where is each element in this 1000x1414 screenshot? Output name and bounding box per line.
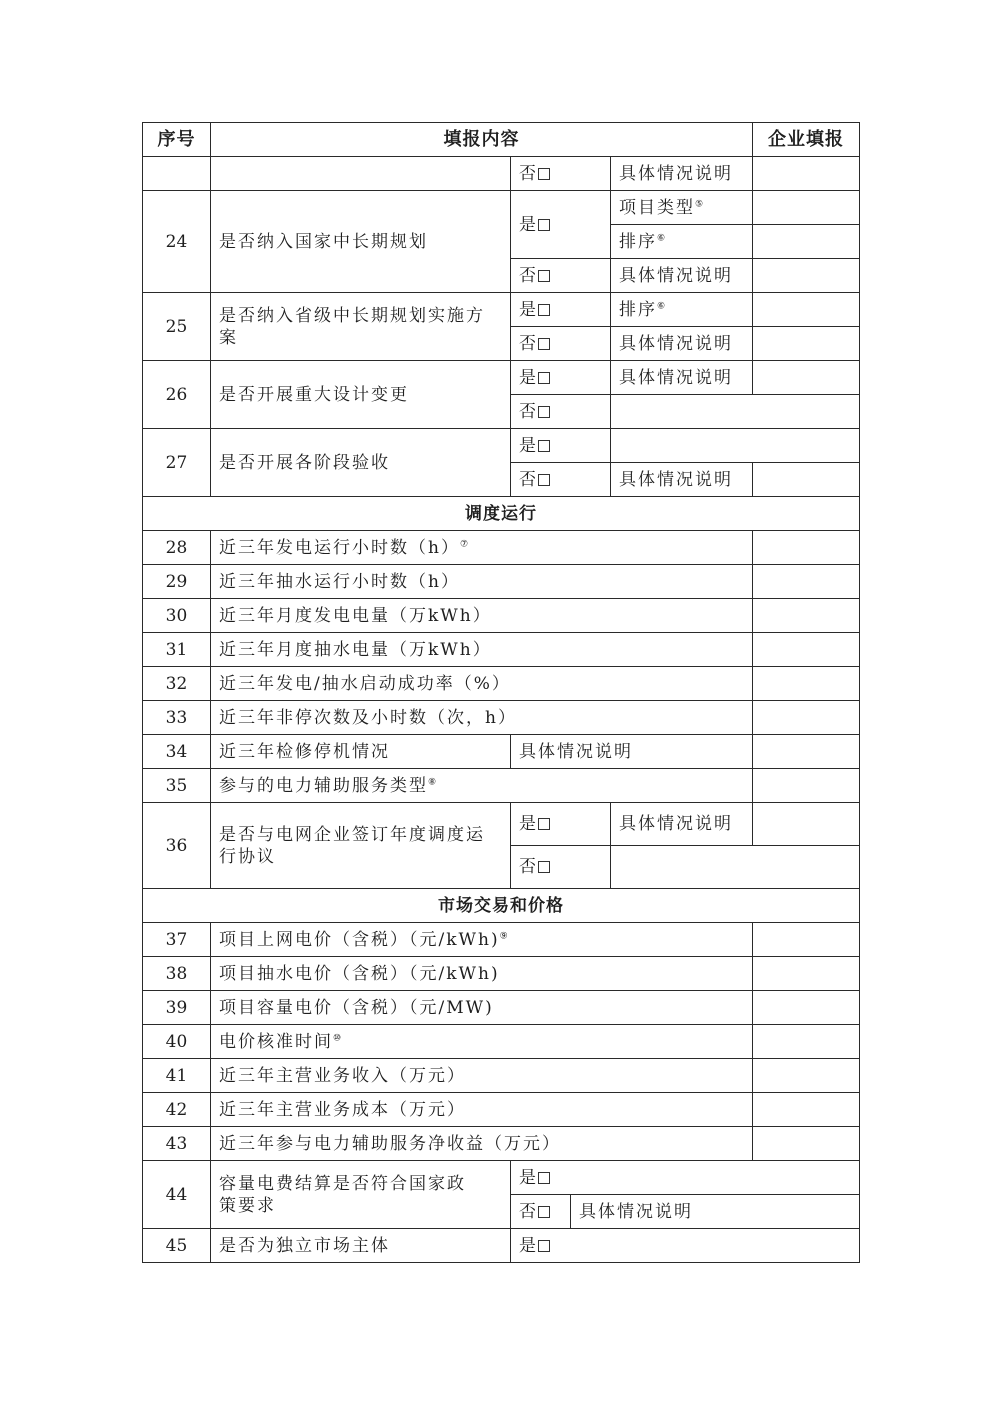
row-text: 是否开展重大设计变更 — [211, 361, 511, 429]
row-num: 38 — [143, 957, 211, 991]
fill-cell[interactable] — [753, 327, 860, 361]
checkbox-icon[interactable] — [538, 270, 550, 282]
detail-label: 具体情况说明 — [611, 803, 753, 846]
row-num: 42 — [143, 1093, 211, 1127]
row-text: 近三年主营业务收入（万元） — [211, 1059, 753, 1093]
table-row — [143, 667, 860, 701]
row-num: 45 — [143, 1229, 211, 1263]
checkbox-icon[interactable] — [538, 861, 550, 873]
no-option[interactable]: 否 — [511, 327, 611, 361]
row-num: 39 — [143, 991, 211, 1025]
table-row — [143, 191, 860, 225]
table-row — [143, 565, 860, 599]
row-num: 34 — [143, 735, 211, 769]
row-num: 44 — [143, 1161, 211, 1229]
fill-cell[interactable] — [753, 157, 860, 191]
checkbox-icon[interactable] — [538, 474, 550, 486]
table-row — [143, 1127, 860, 1161]
row-text: 容量电费结算是否符合国家政策要求 — [211, 1161, 511, 1229]
rank-label: 排序⑥ — [611, 225, 753, 259]
fill-cell[interactable] — [753, 957, 860, 991]
fill-cell[interactable] — [753, 599, 860, 633]
row-text: 近三年参与电力辅助服务净收益（万元） — [211, 1127, 753, 1161]
row-text: 项目上网电价（含税）（元/kWh)⑨ — [211, 923, 753, 957]
fill-cell[interactable] — [611, 846, 860, 889]
table-row — [143, 531, 860, 565]
checkbox-icon[interactable] — [538, 168, 550, 180]
checkbox-icon[interactable] — [538, 818, 550, 830]
row-text: 是否纳入国家中长期规划 — [211, 191, 511, 293]
detail-label: 具体情况说明 — [611, 327, 753, 361]
section-title-dispatch: 调度运行 — [143, 497, 860, 531]
detail-label: 具体情况说明 — [611, 463, 753, 497]
row-text: 近三年检修停机情况 — [211, 735, 511, 769]
fill-cell[interactable] — [753, 923, 860, 957]
row-num: 41 — [143, 1059, 211, 1093]
checkbox-icon[interactable] — [538, 1240, 550, 1252]
rank-label: 排序⑥ — [611, 293, 753, 327]
table-row — [143, 1059, 860, 1093]
fill-cell[interactable] — [753, 667, 860, 701]
row-text: 近三年月度发电电量（万kWh） — [211, 599, 753, 633]
no-option[interactable]: 否 — [511, 259, 611, 293]
row-text: 参与的电力辅助服务类型⑧ — [211, 769, 753, 803]
row-num: 25 — [143, 293, 211, 361]
table-row — [143, 1229, 860, 1263]
table-row — [143, 769, 860, 803]
row-text: 是否与电网企业签订年度调度运行协议 — [211, 803, 511, 889]
fill-cell[interactable] — [753, 463, 860, 497]
report-form-table — [142, 122, 860, 1263]
row-num: 27 — [143, 429, 211, 497]
row-text: 近三年抽水运行小时数（h） — [211, 565, 753, 599]
table-row — [143, 633, 860, 667]
row-num: 36 — [143, 803, 211, 889]
fill-cell[interactable] — [753, 531, 860, 565]
row-text: 近三年发电/抽水启动成功率（%） — [211, 667, 753, 701]
row-text: 项目容量电价（含税）（元/MW) — [211, 991, 753, 1025]
row-num-cell — [143, 157, 211, 191]
yes-option[interactable]: 是 — [511, 361, 611, 395]
row-text: 近三年主营业务成本（万元） — [211, 1093, 753, 1127]
row-text: 是否为独立市场主体 — [211, 1229, 511, 1263]
fill-cell[interactable] — [753, 701, 860, 735]
row-num: 43 — [143, 1127, 211, 1161]
section-title-market: 市场交易和价格 — [143, 889, 860, 923]
table-row — [143, 923, 860, 957]
row-text: 近三年月度抽水电量（万kWh） — [211, 633, 753, 667]
fill-cell[interactable] — [753, 735, 860, 769]
fill-cell[interactable] — [753, 1093, 860, 1127]
row-num: 26 — [143, 361, 211, 429]
table-row — [143, 701, 860, 735]
yes-option[interactable]: 是 — [511, 1161, 860, 1195]
row-text: 是否开展各阶段验收 — [211, 429, 511, 497]
no-option[interactable]: 否 — [511, 395, 611, 429]
detail-label: 具体情况说明 — [571, 1195, 860, 1229]
fill-cell[interactable] — [611, 395, 860, 429]
table-row — [143, 957, 860, 991]
row-num: 24 — [143, 191, 211, 293]
no-option[interactable]: 否 — [511, 1195, 571, 1229]
checkbox-icon[interactable] — [538, 1172, 550, 1184]
table-row — [143, 803, 860, 846]
fill-cell[interactable] — [753, 1127, 860, 1161]
row-num: 32 — [143, 667, 211, 701]
checkbox-icon[interactable] — [538, 338, 550, 350]
row-text: 近三年发电运行小时数（h）⑦ — [211, 531, 753, 565]
row-num: 40 — [143, 1025, 211, 1059]
yes-option[interactable]: 是 — [511, 191, 611, 259]
yes-option[interactable]: 是 — [511, 1229, 860, 1263]
fill-cell[interactable] — [753, 633, 860, 667]
table-row — [143, 735, 860, 769]
row-text: 电价核准时间⑩ — [211, 1025, 753, 1059]
fill-cell[interactable] — [753, 191, 860, 225]
row-text-cell — [211, 157, 511, 191]
table-row — [143, 157, 860, 191]
checkbox-icon[interactable] — [538, 440, 550, 452]
detail-label: 具体情况说明 — [611, 361, 753, 395]
table-header-row — [143, 123, 860, 157]
table-row — [143, 429, 860, 463]
fill-cell[interactable] — [753, 991, 860, 1025]
table-row — [143, 1161, 860, 1195]
row-text: 是否纳入省级中长期规划实施方案 — [211, 293, 511, 361]
checkbox-icon[interactable] — [538, 1206, 550, 1218]
table-row — [143, 361, 860, 395]
row-num: 37 — [143, 923, 211, 957]
checkbox-icon[interactable] — [538, 406, 550, 418]
detail-label: 具体情况说明 — [611, 157, 753, 191]
detail-label: 具体情况说明 — [611, 259, 753, 293]
fill-cell[interactable] — [753, 225, 860, 259]
no-option[interactable]: 否 — [511, 463, 611, 497]
fill-cell[interactable] — [753, 293, 860, 327]
yes-option[interactable]: 是 — [511, 803, 611, 846]
fill-cell[interactable] — [753, 361, 860, 395]
detail-label: 具体情况说明 — [511, 735, 753, 769]
yes-option[interactable]: 是 — [511, 293, 611, 327]
table-row — [143, 1025, 860, 1059]
checkbox-icon[interactable] — [538, 219, 550, 231]
fill-cell[interactable] — [753, 565, 860, 599]
table-row — [143, 293, 860, 327]
fill-cell[interactable] — [753, 1025, 860, 1059]
header-fill: 企业填报 — [753, 123, 860, 157]
yes-option[interactable]: 是 — [511, 429, 611, 463]
item-type-label: 项目类型⑤ — [611, 191, 753, 225]
row-num: 33 — [143, 701, 211, 735]
table-row — [143, 599, 860, 633]
section-row — [143, 889, 860, 923]
checkbox-icon[interactable] — [538, 304, 550, 316]
fill-cell[interactable] — [753, 769, 860, 803]
header-content: 填报内容 — [211, 123, 753, 157]
fill-cell[interactable] — [753, 1059, 860, 1093]
row-num: 30 — [143, 599, 211, 633]
no-option[interactable]: 否 — [511, 846, 611, 889]
row-num: 35 — [143, 769, 211, 803]
row-text: 项目抽水电价（含税）（元/kWh) — [211, 957, 753, 991]
no-option[interactable]: 否 — [511, 157, 611, 191]
table-row — [143, 991, 860, 1025]
fill-cell[interactable] — [611, 429, 860, 463]
row-num: 31 — [143, 633, 211, 667]
row-num: 28 — [143, 531, 211, 565]
table-row — [143, 1093, 860, 1127]
checkbox-icon[interactable] — [538, 372, 550, 384]
header-seq: 序号 — [143, 123, 211, 157]
fill-cell[interactable] — [753, 259, 860, 293]
fill-cell[interactable] — [753, 803, 860, 846]
row-text: 近三年非停次数及小时数（次，h） — [211, 701, 753, 735]
section-row — [143, 497, 860, 531]
row-num: 29 — [143, 565, 211, 599]
